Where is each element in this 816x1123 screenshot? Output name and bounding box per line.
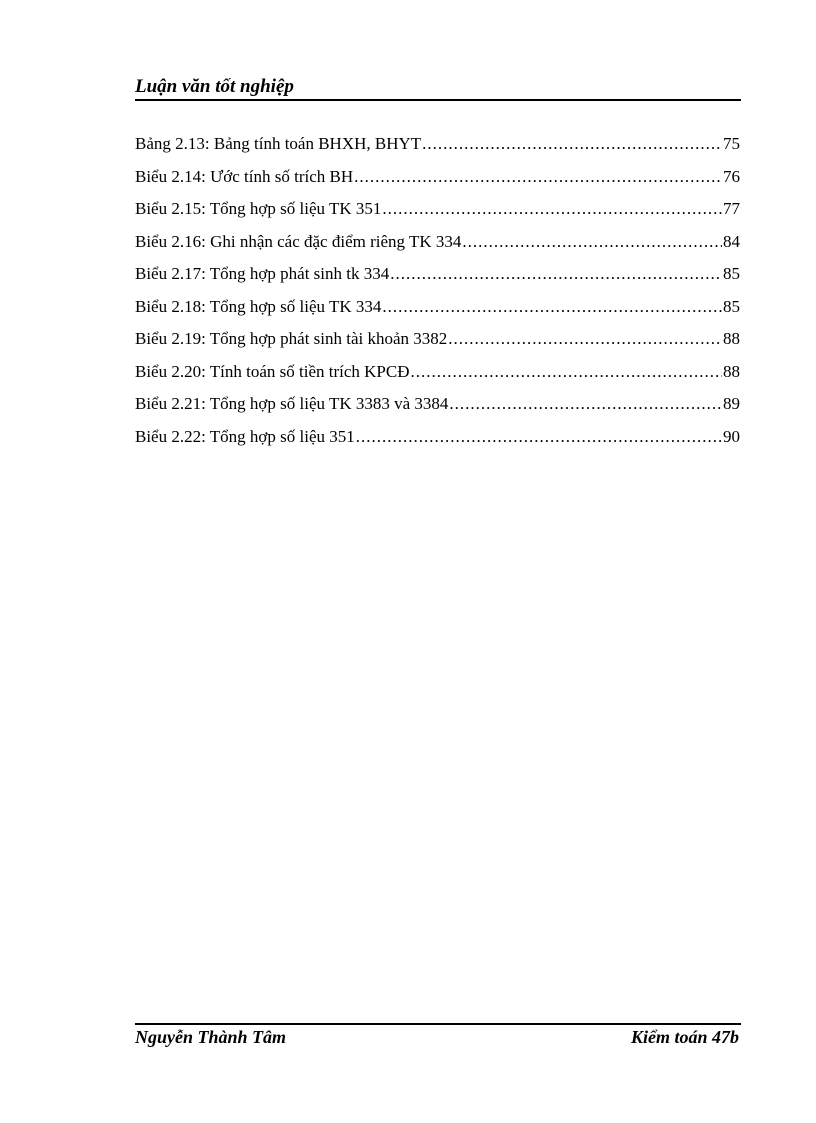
toc-entry-page: 88	[723, 329, 740, 348]
toc-entry-page: 76	[723, 166, 740, 186]
toc-entry-page: 89	[723, 394, 740, 413]
toc-leader-dots	[448, 329, 722, 349]
toc-entry-label: Biểu 2.18: Tổng hợp số liệu TK 334	[135, 296, 382, 316]
table-of-contents	[135, 134, 740, 459]
toc-entry[interactable]	[135, 264, 740, 297]
footer-author: Nguyễn Thành Tâm	[135, 1027, 287, 1047]
toc-entry-page: 88	[723, 361, 740, 381]
toc-entry-label: Biểu 2.22: Tổng hợp số liệu 351	[135, 426, 355, 446]
toc-leader-dots	[390, 264, 722, 284]
toc-entry-page: 77	[723, 199, 740, 218]
toc-leader-dots	[354, 167, 722, 187]
toc-entry[interactable]	[135, 167, 740, 200]
footer-class: Kiểm toán 47b	[630, 1027, 739, 1047]
toc-leader-dots	[382, 297, 722, 317]
toc-entry-label: Biểu 2.19: Tổng hợp phát sinh tài khoản 3382	[135, 329, 448, 348]
toc-leader-dots	[422, 134, 722, 154]
toc-entry-page: 75	[723, 134, 740, 153]
header-rule	[135, 99, 741, 101]
toc-entry-page: 84	[723, 231, 740, 251]
toc-leader-dots	[462, 232, 722, 252]
footer-rule	[135, 1023, 741, 1025]
toc-entry[interactable]	[135, 362, 740, 395]
toc-entry[interactable]	[135, 329, 740, 362]
toc-entry[interactable]	[135, 394, 740, 427]
toc-entry-label: Biểu 2.20: Tính toán số tiền trích KPCĐ	[135, 361, 410, 381]
toc-entry[interactable]	[135, 134, 740, 167]
header-title: Luận văn tốt nghiệp	[135, 76, 294, 97]
toc-entry-page: 90	[723, 426, 740, 446]
toc-entry-label: Biểu 2.21: Tổng hợp số liệu TK 3383 và 3384	[135, 394, 449, 413]
toc-entry-label: Biểu 2.15: Tổng hợp số liệu TK 351	[135, 199, 382, 218]
toc-leader-dots	[411, 362, 722, 382]
toc-entry-label: Biểu 2.17: Tổng hợp phát sinh tk 334	[135, 264, 390, 283]
toc-leader-dots	[449, 394, 722, 414]
toc-entry-label: Biểu 2.16: Ghi nhận các đặc điểm riêng TK 334	[135, 231, 462, 251]
toc-entry[interactable]	[135, 427, 740, 460]
toc-entry[interactable]	[135, 199, 740, 232]
toc-entry-label: Biểu 2.14: Ước tính số trích BH	[135, 166, 354, 186]
toc-entry[interactable]	[135, 232, 740, 265]
toc-leader-dots	[356, 427, 722, 447]
toc-entry-label: Bảng 2.13: Bảng tính toán BHXH, BHYT	[135, 134, 422, 153]
toc-entry-page: 85	[723, 264, 740, 283]
toc-entry[interactable]	[135, 297, 740, 330]
toc-leader-dots	[382, 199, 722, 219]
toc-entry-page: 85	[723, 296, 740, 316]
